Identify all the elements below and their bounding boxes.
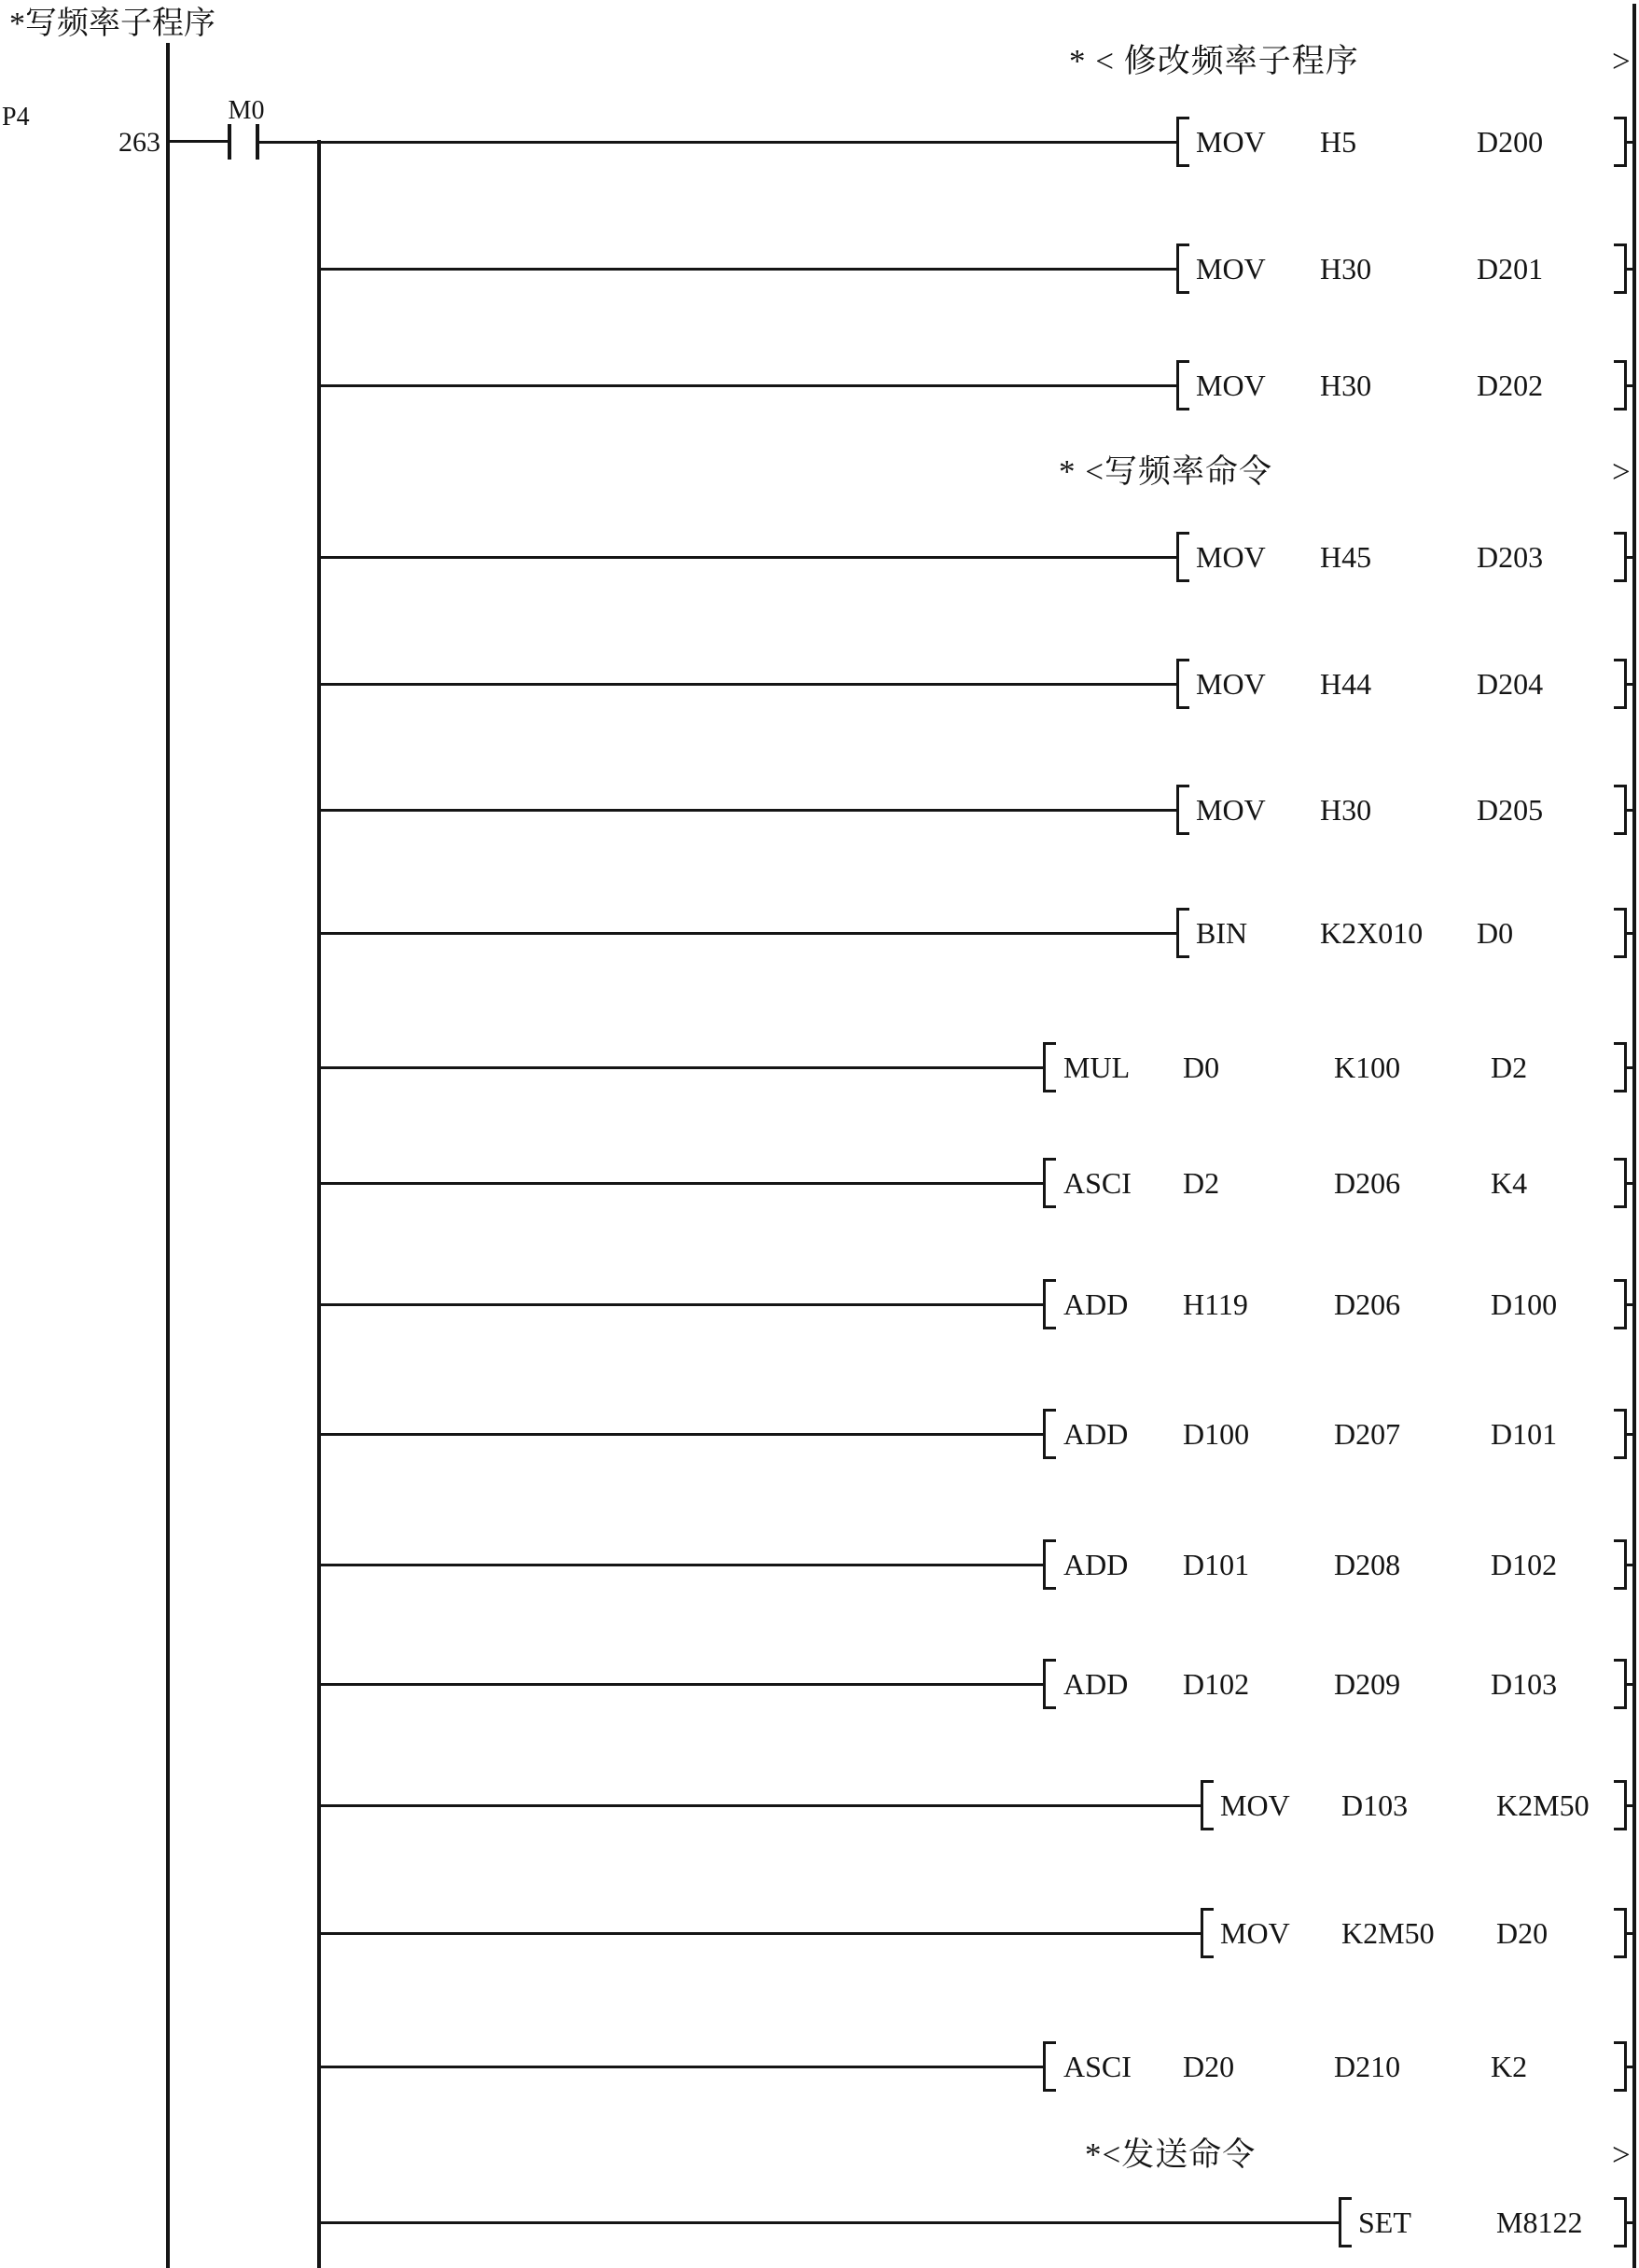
instruction-opcode: ADD (1063, 1548, 1129, 1581)
instruction-close-bracket (1614, 785, 1627, 835)
instruction-operand: D206 (1334, 1287, 1401, 1321)
left-power-rail (166, 43, 170, 2268)
instruction-opcode: MUL (1063, 1051, 1131, 1084)
contact-left-bar (228, 124, 231, 160)
instruction-opcode: MOV (1196, 125, 1266, 159)
rung-comment: * <写频率命令 (1059, 453, 1272, 490)
rung-wire (319, 1804, 1202, 1807)
instruction-operand: M8122 (1496, 2205, 1583, 2239)
instruction-operand: D205 (1477, 793, 1544, 827)
rung-comment: *<发送命令 (1085, 2136, 1257, 2173)
instruction-operand: D100 (1183, 1417, 1250, 1451)
instruction-operand: D0 (1183, 1051, 1220, 1084)
instruction-open-bracket (1043, 1158, 1056, 1208)
instruction-opcode: ADD (1063, 1287, 1129, 1321)
instruction-opcode: MOV (1196, 793, 1266, 827)
instruction-open-bracket (1176, 360, 1189, 410)
instruction-close-bracket (1614, 117, 1627, 167)
instruction-operand: D101 (1183, 1548, 1250, 1581)
instruction-open-bracket (1043, 1279, 1056, 1329)
instruction-open-bracket (1339, 2197, 1352, 2247)
instruction-operand: K2 (1491, 2050, 1528, 2083)
instruction-close-bracket (1614, 1659, 1627, 1709)
instruction-close-bracket (1614, 1539, 1627, 1590)
right-power-rail (1632, 4, 1636, 2268)
rung-wire (319, 2066, 1045, 2068)
rung-wire (319, 683, 1178, 686)
instruction-operand: H30 (1320, 369, 1372, 402)
instruction-opcode: MOV (1196, 369, 1266, 402)
comment-end-mark: > (1612, 2136, 1631, 2173)
rung-comment: * < 修改频率子程序 (1069, 43, 1359, 79)
instruction-operand: H45 (1320, 540, 1372, 574)
rung-wire (319, 556, 1178, 559)
instruction-operand: H30 (1320, 793, 1372, 827)
instruction-close-bracket (1614, 1158, 1627, 1208)
instruction-opcode: SET (1358, 2205, 1411, 2239)
instruction-opcode: ADD (1063, 1667, 1129, 1701)
instruction-opcode: MOV (1196, 252, 1266, 285)
step-number: 263 (118, 127, 160, 158)
instruction-open-bracket (1201, 1908, 1214, 1958)
instruction-operand: D206 (1334, 1166, 1401, 1200)
instruction-close-bracket (1614, 2041, 1627, 2092)
instruction-operand: D202 (1477, 369, 1544, 402)
instruction-opcode: MOV (1220, 1788, 1290, 1822)
instruction-close-bracket (1614, 532, 1627, 582)
instruction-operand: D100 (1491, 1287, 1558, 1321)
instruction-operand: D103 (1341, 1788, 1409, 1822)
instruction-close-bracket (1614, 1409, 1627, 1459)
rung-wire (319, 1303, 1045, 1306)
rung-wire-segment (168, 140, 228, 143)
instruction-open-bracket (1176, 117, 1189, 167)
instruction-operand: D200 (1477, 125, 1544, 159)
instruction-open-bracket (1043, 1042, 1056, 1092)
instruction-close-bracket (1614, 1908, 1627, 1958)
rung-wire (319, 809, 1178, 812)
instruction-operand: H44 (1320, 667, 1372, 701)
instruction-operand: D2 (1183, 1166, 1220, 1200)
instruction-open-bracket (1176, 908, 1189, 958)
instruction-open-bracket (1043, 1409, 1056, 1459)
instruction-operand: D102 (1491, 1548, 1558, 1581)
instruction-opcode: ADD (1063, 1417, 1129, 1451)
instruction-operand: H5 (1320, 125, 1357, 159)
instruction-close-bracket (1614, 1042, 1627, 1092)
instruction-operand: D204 (1477, 667, 1544, 701)
instruction-operand: D2 (1491, 1051, 1528, 1084)
instruction-open-bracket (1176, 243, 1189, 294)
rung-wire (319, 1182, 1045, 1185)
instruction-operand: D203 (1477, 540, 1544, 574)
instruction-operand: D101 (1491, 1417, 1558, 1451)
instruction-operand: K2X010 (1320, 916, 1424, 950)
instruction-open-bracket (1176, 785, 1189, 835)
instruction-operand: D201 (1477, 252, 1544, 285)
instruction-operand: K2M50 (1496, 1788, 1590, 1822)
instruction-opcode: MOV (1220, 1916, 1290, 1950)
instruction-open-bracket (1176, 659, 1189, 709)
instruction-opcode: MOV (1196, 540, 1266, 574)
instruction-operand: K4 (1491, 1166, 1528, 1200)
instruction-operand: D210 (1334, 2050, 1401, 2083)
pointer-label: P4 (2, 103, 30, 132)
instruction-operand: H30 (1320, 252, 1372, 285)
rung-wire (319, 1564, 1045, 1566)
instruction-operand: D20 (1496, 1916, 1549, 1950)
instruction-close-bracket (1614, 2197, 1627, 2247)
instruction-operand: D207 (1334, 1417, 1401, 1451)
rung-wire (319, 1683, 1045, 1686)
instruction-open-bracket (1043, 1659, 1056, 1709)
instruction-opcode: MOV (1196, 667, 1266, 701)
instruction-opcode: ASCI (1063, 1166, 1132, 1200)
instruction-close-bracket (1614, 360, 1627, 410)
program-comment: *写频率子程序 (9, 7, 215, 41)
instruction-open-bracket (1201, 1780, 1214, 1830)
rung-wire (319, 1433, 1045, 1436)
instruction-operand: D20 (1183, 2050, 1235, 2083)
rung-wire (319, 932, 1178, 935)
instruction-operand: K100 (1334, 1051, 1401, 1084)
instruction-opcode: BIN (1196, 916, 1248, 950)
instruction-close-bracket (1614, 1780, 1627, 1830)
rung-wire (259, 141, 1178, 144)
instruction-operand: D208 (1334, 1548, 1401, 1581)
instruction-open-bracket (1043, 1539, 1056, 1590)
instruction-open-bracket (1176, 532, 1189, 582)
instruction-close-bracket (1614, 243, 1627, 294)
rung-wire (319, 1066, 1045, 1069)
instruction-close-bracket (1614, 1279, 1627, 1329)
rung-wire (319, 2221, 1340, 2224)
instruction-operand: D103 (1491, 1667, 1558, 1701)
comment-end-mark: > (1612, 43, 1631, 79)
instruction-open-bracket (1043, 2041, 1056, 2092)
rung-wire (319, 384, 1178, 387)
instruction-operand: D0 (1477, 916, 1514, 950)
instruction-opcode: ASCI (1063, 2050, 1132, 2083)
instruction-close-bracket (1614, 908, 1627, 958)
instruction-close-bracket (1614, 659, 1627, 709)
rung-wire (319, 268, 1178, 271)
instruction-operand: K2M50 (1341, 1916, 1435, 1950)
instruction-operand: D209 (1334, 1667, 1401, 1701)
branch-rail (317, 140, 321, 2268)
instruction-operand: H119 (1183, 1287, 1248, 1321)
instruction-operand: D102 (1183, 1667, 1250, 1701)
comment-end-mark: > (1612, 453, 1631, 490)
contact-label: M0 (228, 96, 265, 125)
rung-wire (319, 1932, 1202, 1935)
